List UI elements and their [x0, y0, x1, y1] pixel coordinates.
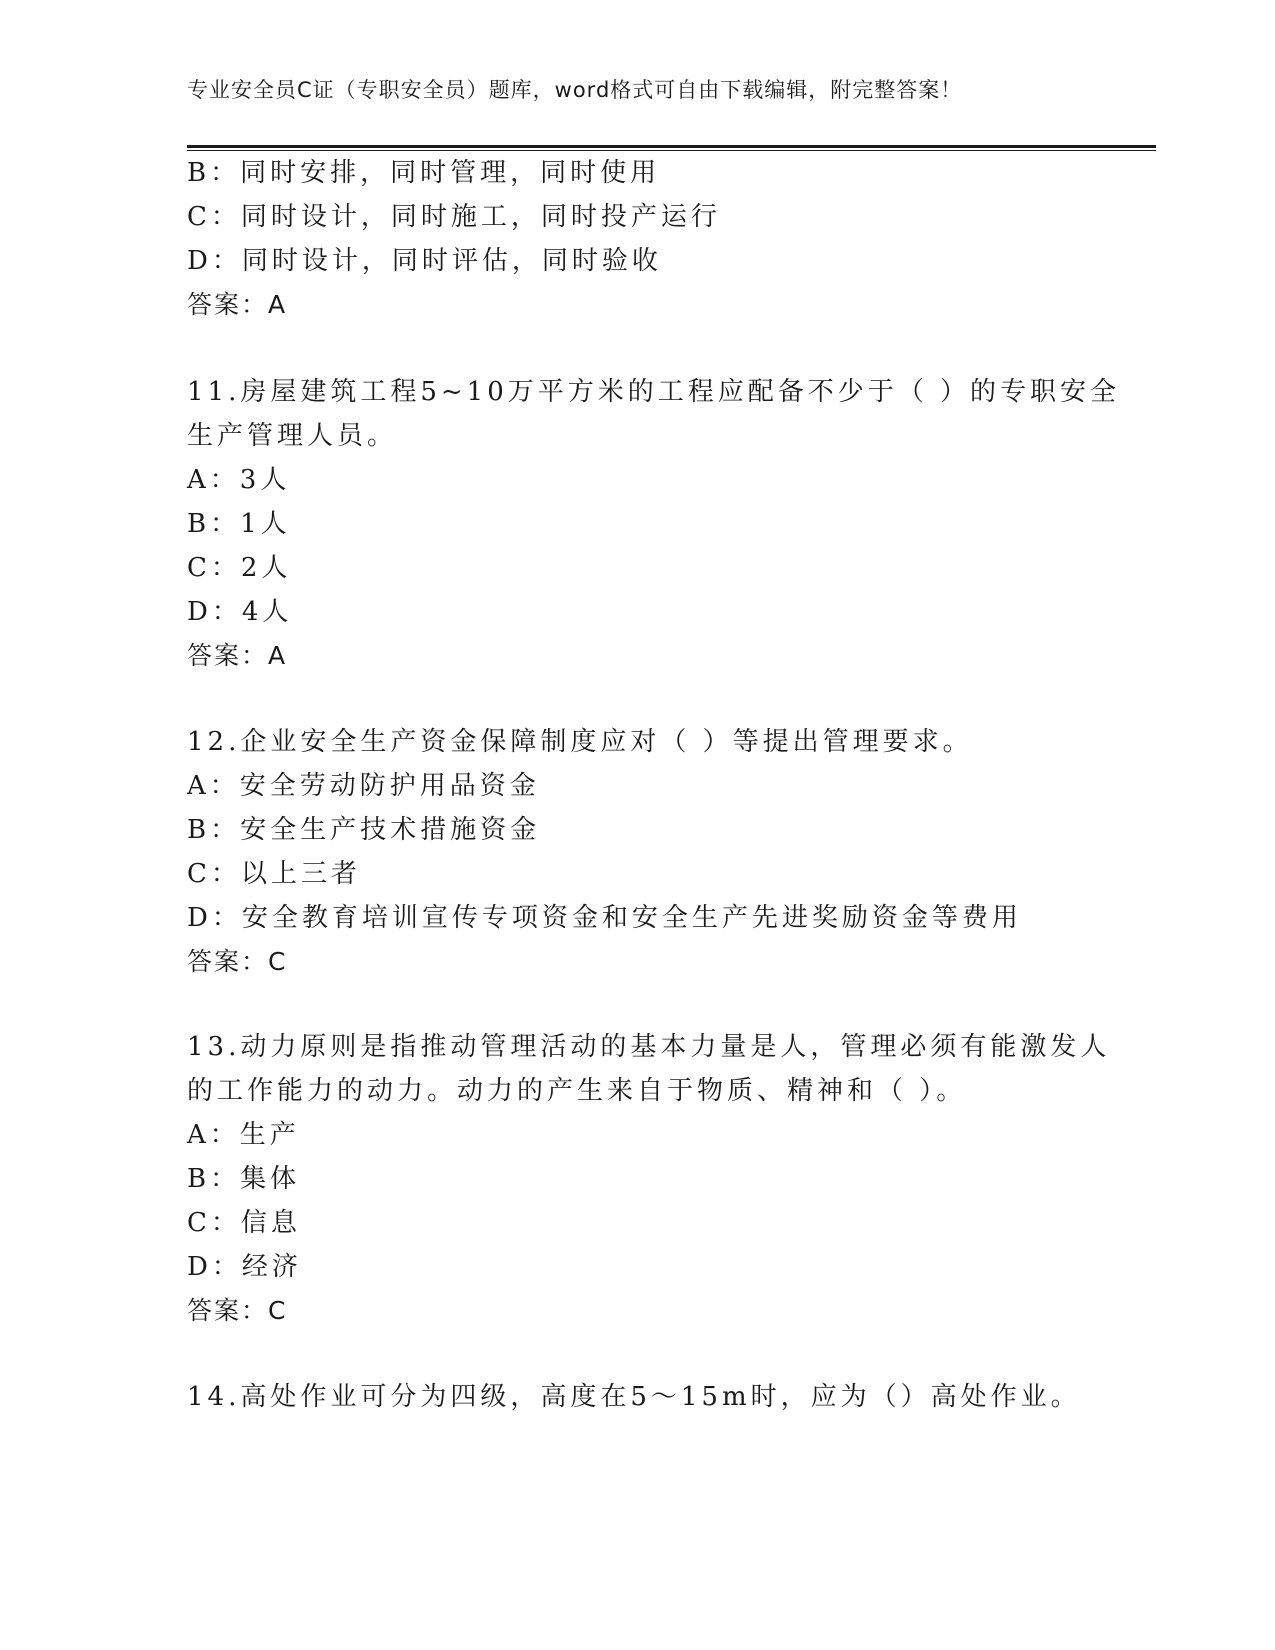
header-rule-thick — [187, 145, 1156, 148]
q13-option-a: A：生产 — [187, 1120, 300, 1150]
q11-option-c: C：2人 — [187, 553, 292, 583]
q11-option-b: B：1人 — [187, 509, 291, 539]
q12-option-d: D：安全教育培训宣传专项资金和安全生产先进奖励资金等费用 — [187, 903, 1022, 933]
q13-stem-line2: 的工作能力的动力。动力的产生来自于物质、精神和（ ）。 — [187, 1076, 967, 1106]
q10-answer: 答案：A — [187, 290, 288, 319]
q11-option-a: A：3人 — [187, 465, 291, 495]
q11-stem-line2: 生产管理人员。 — [187, 421, 398, 451]
q10-option-c: C：同时设计，同时施工，同时投产运行 — [187, 202, 721, 232]
q11-option-d: D：4人 — [187, 597, 293, 627]
q11-stem-line1: 11.房屋建筑工程5~10万平方米的工程应配备不少于（ ）的专职安全 — [187, 377, 1121, 407]
q12-stem-line1: 12.企业安全生产资金保障制度应对（ ）等提出管理要求。 — [187, 727, 973, 757]
header-rule-thin — [187, 150, 1156, 151]
q12-answer: 答案：C — [187, 947, 288, 976]
q12-option-c: C：以上三者 — [187, 859, 361, 889]
q12-option-b: B：安全生产技术措施资金 — [187, 815, 541, 845]
q13-option-d: D：经济 — [187, 1252, 302, 1282]
q13-option-b: B：集体 — [187, 1164, 301, 1194]
q10-option-b: B：同时安排，同时管理，同时使用 — [187, 158, 661, 188]
document-header: 专业安全员C证（专职安全员）题库，word格式可自由下载编辑，附完整答案！ — [187, 78, 963, 102]
q13-stem-line1: 13.动力原则是指推动管理活动的基本力量是人，管理必须有能激发人 — [187, 1032, 1111, 1062]
q13-answer: 答案：C — [187, 1296, 288, 1325]
q14-stem-line1: 14.高处作业可分为四级，高度在5～15m时，应为（）高处作业。 — [187, 1382, 1081, 1412]
q10-option-d: D：同时设计，同时评估，同时验收 — [187, 246, 662, 276]
q13-option-c: C：信息 — [187, 1208, 301, 1238]
q11-answer: 答案：A — [187, 641, 288, 670]
q12-option-a: A：安全劳动防护用品资金 — [187, 771, 540, 801]
